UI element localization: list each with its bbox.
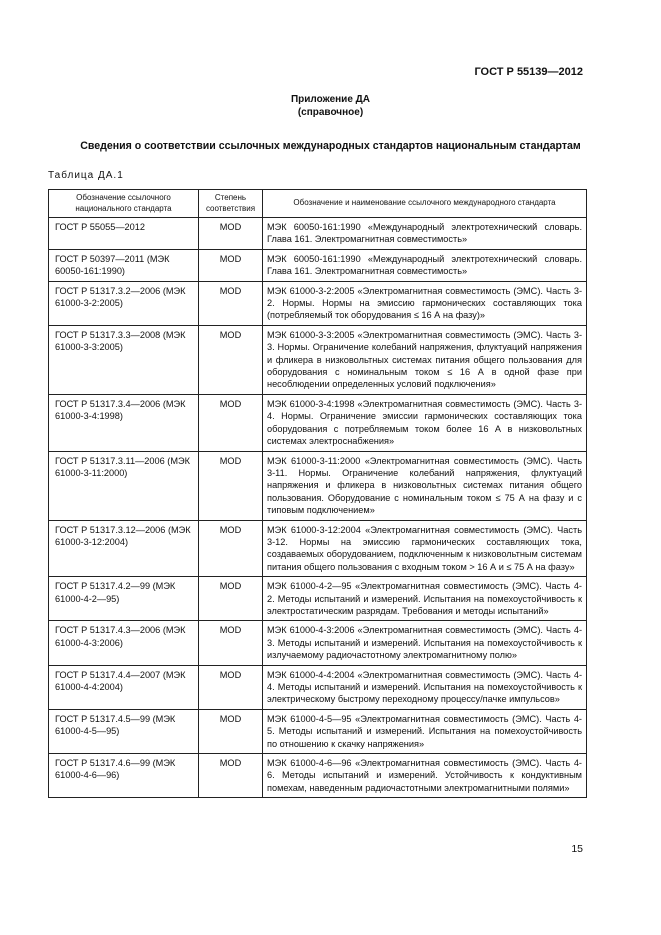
degree-cell: MOD — [199, 754, 263, 798]
international-standard-cell: МЭК 61000-3-11:2000 «Электромагнитная совместимость (ЭМС). Часть 3-11. Нормы. Ограничение колебаний напряжения, флуктуаций напряжения и фликера в низковольтных системах питания общего пользования. Оборудование с номинальным током ≤ 75 А на фазу и с типовым подключением» — [263, 451, 587, 520]
page-number: 15 — [571, 843, 583, 855]
international-standard-cell: МЭК 61000-4-3:2006 «Электромагнитная совместимость (ЭМС). Часть 4-3. Методы испытаний и измерений. Испытания на помехоустойчивость к излучаемому радиочастотному электромагнитному полю» — [263, 621, 587, 665]
table-row — [49, 249, 587, 281]
header-national-standard: Обозначение ссылочного национального стандарта — [49, 190, 199, 218]
appendix-title: Приложение ДА — [290, 94, 371, 105]
table-row — [49, 621, 587, 665]
international-standard-cell: МЭК 60050-161:1990 «Международный электротехнический словарь. Глава 161. Электромагнитная совместимость» — [263, 249, 587, 281]
international-standard-cell: МЭК 61000-4-5—95 «Электромагнитная совместимость (ЭМС). Часть 4-5. Методы испытаний и измерений. Испытания на помехоустойчивость по отношению к скачку напряжения» — [263, 709, 587, 753]
international-standard-cell: МЭК 61000-4-2—95 «Электромагнитная совместимость (ЭМС). Часть 4-2. Методы испытаний и измерений. Испытания на помехоустойчивость к электростатическим разрядам. Требования и методы испытаний» — [263, 577, 587, 621]
national-standard-cell: ГОСТ Р 55055—2012 — [49, 218, 199, 250]
national-standard-cell: ГОСТ Р 51317.4.6—99 (МЭК 61000-4-6—96) — [49, 754, 199, 798]
degree-cell: MOD — [199, 520, 263, 577]
table-row — [49, 754, 587, 798]
table-header-row — [49, 190, 587, 218]
degree-cell: MOD — [199, 665, 263, 709]
degree-cell: MOD — [199, 218, 263, 250]
section-heading: Сведения о соответствии ссылочных международных стандартов национальным стандартам — [80, 140, 581, 152]
table-row — [49, 709, 587, 753]
degree-cell: MOD — [199, 577, 263, 621]
international-standard-cell: МЭК 61000-3-3:2005 «Электромагнитная совместимость (ЭМС). Часть 3-3. Нормы. Ограничение колебаний напряжения, флуктуаций напряжения и фликера в низковольтных системах питания общего пользования для оборудования с номинальным током ≤ 16 А в одной фазе при несоблюдении определенных условий подключения» — [263, 325, 587, 394]
national-standard-cell: ГОСТ Р 50397—2011 (МЭК 60050-161:1990) — [49, 249, 199, 281]
national-standard-cell: ГОСТ Р 51317.3.2—2006 (МЭК 61000-3-2:2005) — [49, 281, 199, 325]
document-code: ГОСТ Р 55139—2012 — [474, 66, 583, 78]
correspondence-table — [48, 189, 587, 798]
degree-cell: MOD — [199, 249, 263, 281]
national-standard-cell: ГОСТ Р 51317.3.12—2006 (МЭК 61000-3-12:2004) — [49, 520, 199, 577]
header-international-standard: Обозначение и наименование ссылочного международного стандарта — [263, 190, 587, 218]
table-row — [49, 281, 587, 325]
appendix-subtitle: (справочное) — [297, 107, 364, 118]
national-standard-cell: ГОСТ Р 51317.4.3—2006 (МЭК 61000-4-3:2006) — [49, 621, 199, 665]
national-standard-cell: ГОСТ Р 51317.4.2—99 (МЭК 61000-4-2—95) — [49, 577, 199, 621]
table-row — [49, 451, 587, 520]
degree-cell: MOD — [199, 394, 263, 451]
international-standard-cell: МЭК 61000-3-12:2004 «Электромагнитная совместимость (ЭМС). Часть 3-12. Нормы на эмиссию гармонических составляющих тока, создаваемых оборудованием, подключенным к низковольтным системам питания общего пользования с входным током > 16 А и ≤ 75 А на фазу» — [263, 520, 587, 577]
international-standard-cell: МЭК 61000-3-4:1998 «Электромагнитная совместимость (ЭМС). Часть 3-4. Нормы. Ограничение эмиссии гармонических составляющих тока оборудования с потребляемым током более 16 А в низковольтных системах электроснабжения» — [263, 394, 587, 451]
table-row — [49, 325, 587, 394]
national-standard-cell: ГОСТ Р 51317.4.5—99 (МЭК 61000-4-5—95) — [49, 709, 199, 753]
table-body — [49, 218, 587, 798]
international-standard-cell: МЭК 61000-3-2:2005 «Электромагнитная совместимость (ЭМС). Часть 3-2. Нормы. Нормы на эмиссию гармонических составляющих тока (потребляемый ток оборудования ≤ 16 А на фазу)» — [263, 281, 587, 325]
degree-cell: MOD — [199, 325, 263, 394]
degree-cell: MOD — [199, 709, 263, 753]
international-standard-cell: МЭК 61000-4-6—96 «Электромагнитная совместимость (ЭМС). Часть 4-6. Методы испытаний и измерений. Устойчивость к кондуктивным помехам, наведенным радиочастотными электромагнитными полями» — [263, 754, 587, 798]
appendix-block — [0, 93, 661, 119]
degree-cell: MOD — [199, 281, 263, 325]
table-row — [49, 218, 587, 250]
degree-cell: MOD — [199, 451, 263, 520]
international-standard-cell: МЭК 60050-161:1990 «Международный электротехнический словарь. Глава 161. Электромагнитная совместимость» — [263, 218, 587, 250]
degree-cell: MOD — [199, 621, 263, 665]
table-caption: Таблица ДА.1 — [48, 170, 124, 181]
header-degree: Степень соответствия — [199, 190, 263, 218]
international-standard-cell: МЭК 61000-4-4:2004 «Электромагнитная совместимость (ЭМС). Часть 4-4. Методы испытаний и измерений. Испытания на помехоустойчивость к электрическому быстрому переходному процессу/пачке импульсов» — [263, 665, 587, 709]
table-row — [49, 520, 587, 577]
national-standard-cell: ГОСТ Р 51317.3.11—2006 (МЭК 61000-3-11:2000) — [49, 451, 199, 520]
table-row — [49, 665, 587, 709]
national-standard-cell: ГОСТ Р 51317.3.4—2006 (МЭК 61000-3-4:1998) — [49, 394, 199, 451]
table-row — [49, 394, 587, 451]
national-standard-cell: ГОСТ Р 51317.3.3—2008 (МЭК 61000-3-3:2005) — [49, 325, 199, 394]
table-row — [49, 577, 587, 621]
national-standard-cell: ГОСТ Р 51317.4.4—2007 (МЭК 61000-4-4:2004) — [49, 665, 199, 709]
